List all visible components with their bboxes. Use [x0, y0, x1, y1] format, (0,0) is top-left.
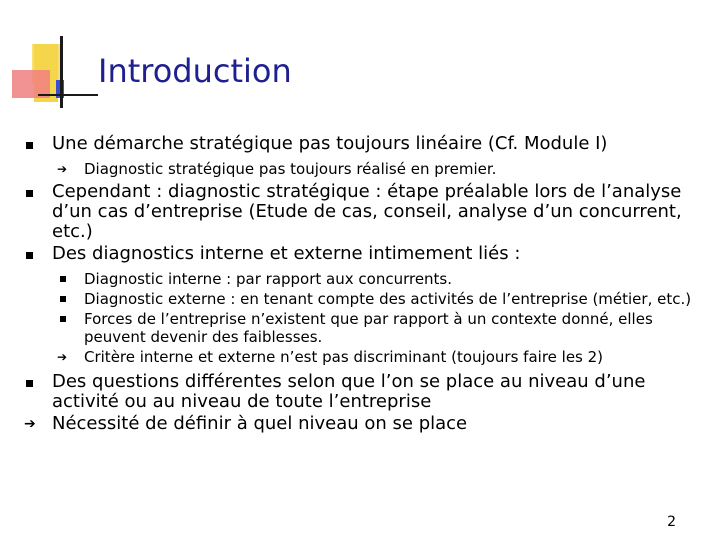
bullet-item: [24, 414, 704, 434]
bullet-text: Diagnostic interne : par rapport aux concurrents.: [84, 270, 453, 288]
bullet-item: [24, 290, 704, 308]
square-bullet-icon: [60, 276, 66, 282]
bullet-text: Forces de l’entreprise n’existent que par rapport à un contexte donné, elles peuvent devenir des faiblesses.: [84, 310, 653, 346]
bullet-text: Diagnostic externe : en tenant compte des activités de l’entreprise (métier, etc.): [84, 290, 692, 308]
arrow-bullet-icon: ➔: [24, 416, 36, 432]
square-bullet-icon: [26, 252, 33, 259]
logo-vertical-line: [60, 36, 63, 108]
square-bullet-icon: [26, 380, 33, 387]
bullet-text: Nécessité de définir à quel niveau on se place: [52, 413, 468, 434]
bullet-text: Des diagnostics interne et externe intimement liés :: [52, 243, 521, 264]
bullet-text: Une démarche stratégique pas toujours linéaire (Cf. Module I): [52, 133, 608, 154]
bullet-item: [24, 372, 704, 412]
bullet-item: [24, 310, 704, 346]
arrow-bullet-icon: ➔: [57, 350, 68, 364]
arrow-bullet-icon: ➔: [57, 162, 68, 176]
square-bullet-icon: [26, 190, 33, 197]
bullet-text: Critère interne et externe n’est pas discriminant (toujours faire les 2): [84, 348, 604, 366]
bullet-item: [24, 134, 704, 154]
square-bullet-icon: [26, 142, 33, 149]
slide-title: Introduction: [98, 52, 292, 90]
page-number: 2: [667, 514, 676, 530]
bullet-item: [24, 160, 704, 178]
bullet-item: [24, 270, 704, 288]
bullet-item: [24, 182, 704, 242]
slide-content: [24, 134, 704, 434]
logo-horizontal-line: [38, 94, 98, 96]
bullet-text: Cependant : diagnostic stratégique : étape préalable lors de l’analyse d’un cas d’entreprise (Etude de cas, conseil, analyse d’un concurrent, etc.): [52, 181, 682, 242]
slide-logo: [0, 0, 110, 112]
square-bullet-icon: [60, 296, 66, 302]
bullet-item: [24, 244, 704, 264]
bullet-text: Diagnostic stratégique pas toujours réalisé en premier.: [84, 160, 497, 178]
bullet-item: [24, 348, 704, 366]
bullet-text: Des questions différentes selon que l’on se place au niveau d’une activité ou au niveau de toute l’entreprise: [52, 371, 646, 412]
square-bullet-icon: [60, 316, 66, 322]
